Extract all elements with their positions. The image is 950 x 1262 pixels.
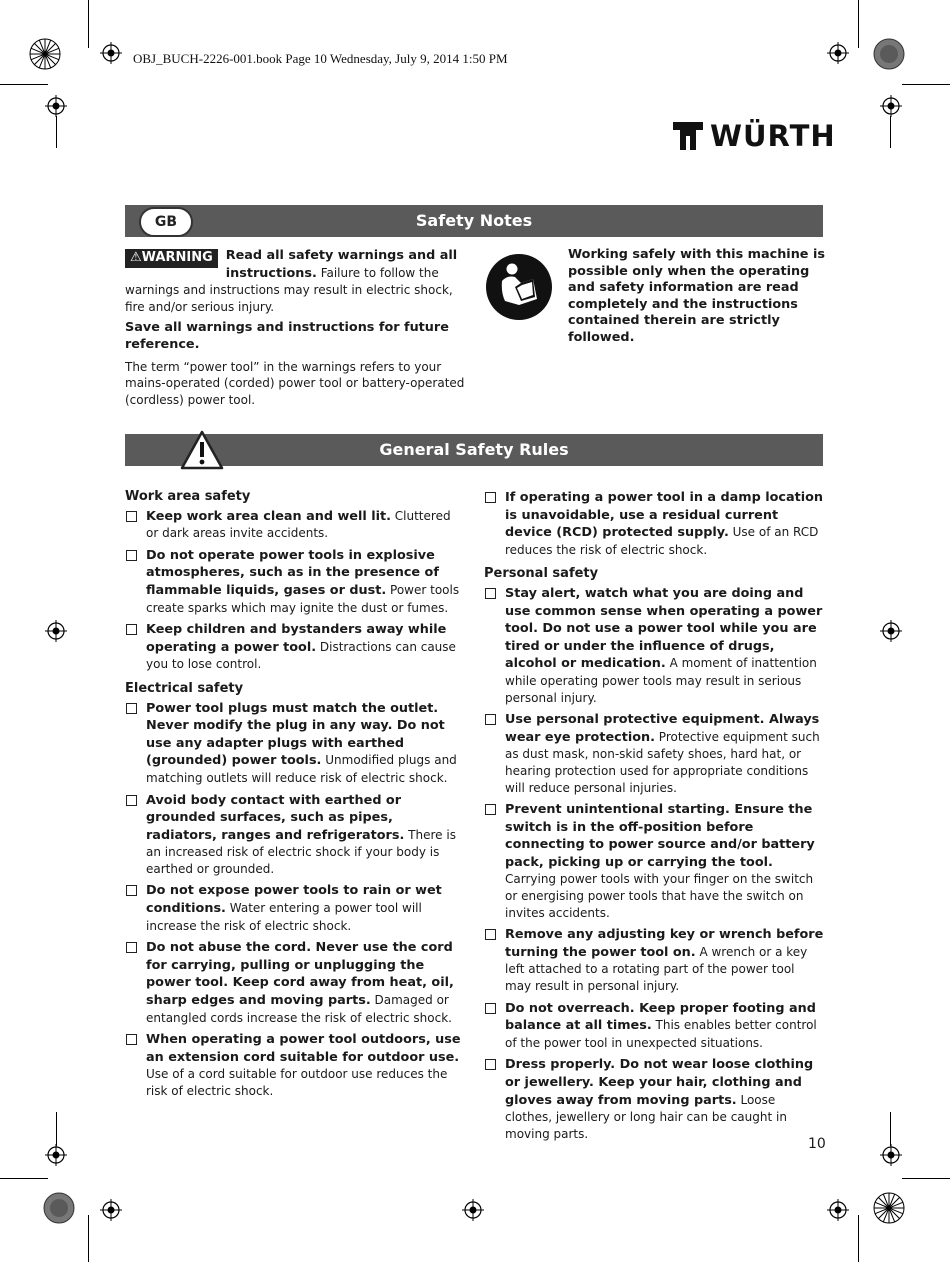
work-area-heading: Work area safety xyxy=(125,489,251,504)
list-item xyxy=(484,801,824,921)
checkbox-icon xyxy=(485,588,496,599)
rule-bold: Avoid body contact with earthed or grounded surfaces, such as pipes, radiators, ranges and refrigerators. xyxy=(146,792,405,843)
list-item xyxy=(125,508,465,542)
rule-text: Distractions can cause you to lose control. xyxy=(146,639,456,672)
rcd-list xyxy=(484,489,824,558)
term-note: The term “power tool” in the warnings refers to your mains-operated (corded) power tool or battery-operated (cordless) power tool. xyxy=(125,359,465,407)
registration-mark-icon xyxy=(45,1144,67,1166)
starburst-icon xyxy=(43,1192,75,1224)
rule-text: Power tools create sparks which may ignite the dust or fumes. xyxy=(146,582,460,615)
rule-bold: Do not abuse the cord. Never use the cord for carrying, pulling or unplugging the power tool. Keep cord away from heat, oil, sharp edges and moving parts. xyxy=(146,940,454,1009)
starburst-icon xyxy=(873,38,905,70)
starburst-icon xyxy=(873,1192,905,1224)
general-rules-right xyxy=(484,489,824,1147)
checkbox-icon xyxy=(485,1059,496,1070)
list-item xyxy=(125,882,465,934)
checkbox-icon xyxy=(126,550,137,561)
rule-text: Protective equipment such as dust mask, non-skid safety shoes, hard hat, or hearing protection used for appropriate conditions will reduce personal injuries. xyxy=(505,729,820,795)
rule-text: Use of a cord suitable for outdoor use reduces the risk of electric shock. xyxy=(146,1067,448,1098)
checkbox-icon xyxy=(126,885,137,896)
rule-bold: Keep children and bystanders away while operating a power tool. xyxy=(146,622,447,655)
checkbox-icon xyxy=(126,624,137,635)
list-item xyxy=(484,1000,824,1052)
registration-mark-icon xyxy=(100,42,122,64)
rule-text: Cluttered or dark areas invite accidents. xyxy=(146,508,451,541)
electrical-heading: Electrical safety xyxy=(125,680,244,696)
checkbox-icon xyxy=(126,1034,137,1045)
warning-triangle-icon xyxy=(180,430,224,470)
wurth-logo xyxy=(672,120,836,152)
general-rules-title: General Safety Rules xyxy=(379,440,569,459)
checkbox-icon xyxy=(485,1003,496,1014)
intro-text: Failure to follow the warnings and instructions may result in electric shock, fire and/or serious injury. xyxy=(125,265,453,314)
page-number: 10 xyxy=(808,1136,826,1152)
list-item xyxy=(484,585,824,706)
registration-mark-icon xyxy=(880,1144,902,1166)
save-note: Save all warnings and instructions for future reference. xyxy=(125,320,449,352)
list-item xyxy=(125,1031,465,1099)
personal-list xyxy=(484,585,824,1142)
registration-mark-icon xyxy=(100,1199,122,1221)
list-item xyxy=(125,621,465,673)
list-item xyxy=(125,547,465,616)
rule-text: This enables better control of the power tool in unexpected situations. xyxy=(505,1018,817,1050)
rule-bold: Do not operate power tools in explosive atmospheres, such as in the presence of flammable liquids, gases or dust. xyxy=(146,547,439,598)
rule-text: Unmodified plugs and matching outlets will reduce risk of electric shock. xyxy=(146,753,457,785)
safety-notes-right xyxy=(568,247,826,352)
registration-mark-icon xyxy=(462,1199,484,1221)
rule-bold: When operating a power tool outdoors, use an extension cord suitable for outdoor use. xyxy=(146,1032,461,1065)
print-header: OBJ_BUCH-2226-001.book Page 10 Wednesday, July 9, 2014 1:50 PM xyxy=(133,51,508,66)
safety-notes-left xyxy=(125,247,465,413)
checkbox-icon xyxy=(126,942,137,953)
rule-text: Loose clothes, jewellery or long hair can be caught in moving parts. xyxy=(505,1092,787,1141)
registration-mark-icon xyxy=(827,1199,849,1221)
rule-bold: Power tool plugs must match the outlet. Never modify the plug in any way. Do not use any adapter plugs with earthed (grounded) power tools. xyxy=(146,700,445,769)
rule-text: Water entering a power tool will increase the risk of electric shock. xyxy=(146,901,422,933)
rule-text: A wrench or a key left attached to a rotating part of the power tool may result in personal injury. xyxy=(505,944,808,994)
general-rules-bar xyxy=(125,434,823,466)
rule-text: There is an increased risk of electric shock if your body is earthed or grounded. xyxy=(146,827,456,876)
list-item xyxy=(484,489,824,558)
rule-text: Use of an RCD reduces the risk of electric shock. xyxy=(505,525,819,557)
wurth-logo-icon xyxy=(672,120,704,152)
work-area-list xyxy=(125,508,465,673)
rule-text: A moment of inattention while operating power tools may result in serious personal injury. xyxy=(505,656,817,705)
rule-bold: Keep work area clean and well lit. xyxy=(146,508,391,524)
checkbox-icon xyxy=(485,714,496,725)
intro-bold: Read all safety warnings and all instructions. xyxy=(225,248,458,281)
registration-mark-icon xyxy=(45,620,67,642)
personal-heading: Personal safety xyxy=(484,566,599,582)
rule-bold: Remove any adjusting key or wrench before turning the power tool on. xyxy=(505,927,824,960)
checkbox-icon xyxy=(126,703,137,714)
rule-bold: Dress properly. Do not wear loose clothing or jewellery. Keep your hair, clothing and gloves away from moving parts. xyxy=(505,1057,814,1108)
rule-bold: If operating a power tool in a damp location is unavoidable, use a residual current device (RCD) protected supply. xyxy=(505,490,824,541)
registration-mark-icon xyxy=(880,95,902,117)
read-manual-icon xyxy=(485,253,553,321)
list-item xyxy=(125,792,465,878)
electrical-list xyxy=(125,700,465,1100)
rule-bold: Do not expose power tools to rain or wet conditions. xyxy=(146,883,442,917)
safety-notes-bar xyxy=(125,205,823,237)
checkbox-icon xyxy=(126,795,137,806)
rule-text: Damaged or entangled cords increase the risk of electric shock. xyxy=(146,993,452,1025)
list-item xyxy=(125,939,465,1026)
starburst-icon xyxy=(29,38,61,70)
checkbox-icon xyxy=(126,511,137,522)
rule-bold: Prevent unintentional starting. Ensure the switch is in the off-position before connecting to power source and/or battery pack, picking up or carrying the tool. xyxy=(505,802,815,870)
rule-bold: Use personal protective equipment. Always wear eye protection. xyxy=(505,712,820,745)
list-item xyxy=(484,926,824,994)
rule-text: Carrying power tools with your finger on the switch or energising power tools that have the switch on invites accidents. xyxy=(505,872,814,920)
registration-mark-icon xyxy=(827,42,849,64)
registration-mark-icon xyxy=(880,620,902,642)
intro-warning xyxy=(125,247,465,315)
checkbox-icon xyxy=(485,929,496,940)
rule-bold: Do not overreach. Keep proper footing and balance at all times. xyxy=(505,1000,816,1034)
list-item xyxy=(125,700,465,787)
manual-note: Working safely with this machine is possible only when the operating and safety information are read completely and the instructions contained therein are strictly followed. xyxy=(568,247,825,345)
list-item xyxy=(484,1056,824,1142)
checkbox-icon xyxy=(485,492,496,503)
language-badge: GB xyxy=(139,207,193,237)
brand-name: WÜRTH xyxy=(710,118,836,153)
registration-mark-icon xyxy=(45,95,67,117)
list-item xyxy=(484,711,824,796)
general-rules-left xyxy=(125,489,465,1105)
safety-notes-title: Safety Notes xyxy=(415,211,533,230)
rule-bold: Stay alert, watch what you are doing and use common sense when operating a power tool. Do not use a power tool while you are tired or under the influence of drugs, alcohol or medication. xyxy=(505,585,823,672)
warning-badge: ⚠WARNING xyxy=(125,249,218,268)
checkbox-icon xyxy=(485,804,496,815)
